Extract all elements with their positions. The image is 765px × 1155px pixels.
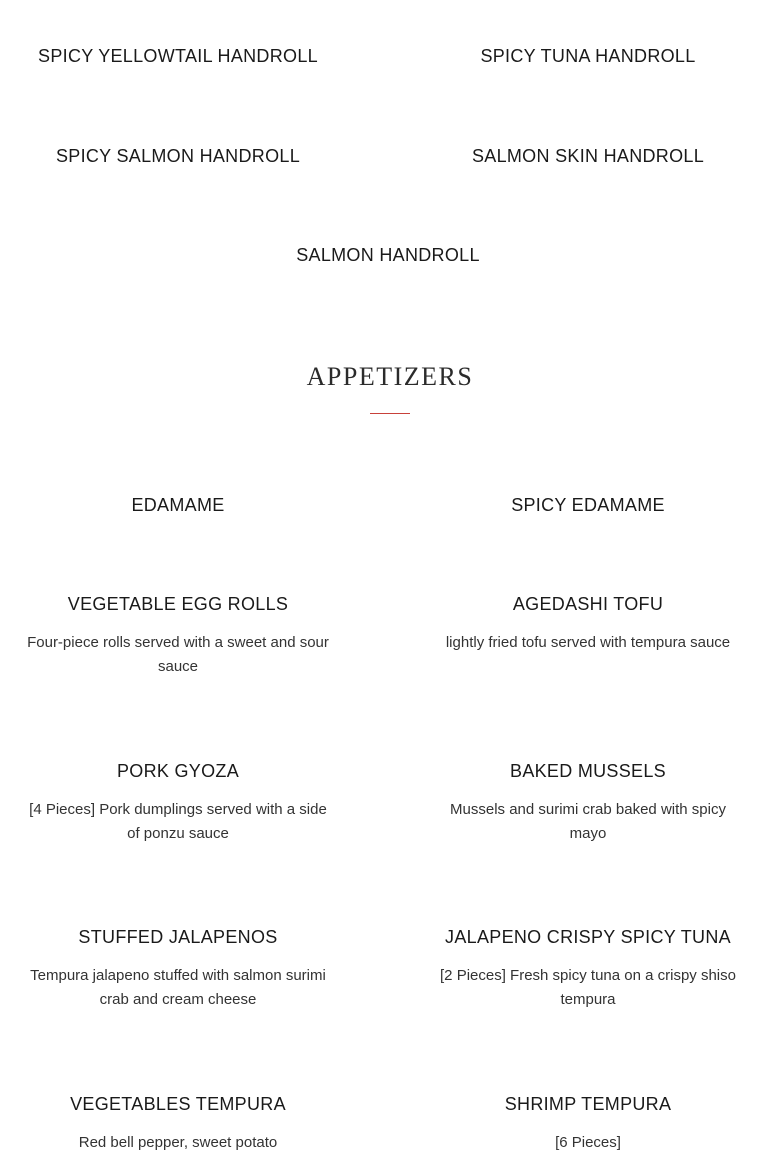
menu-item xyxy=(432,145,744,167)
menu-item-name: STUFFED JALAPENOS xyxy=(78,927,278,947)
menu-item xyxy=(432,760,744,846)
menu-item xyxy=(22,45,334,67)
menu-item-name: BAKED MUSSELS xyxy=(510,761,666,781)
menu-item-name: SPICY TUNA HANDROLL xyxy=(480,46,696,66)
section-divider xyxy=(370,413,410,414)
menu-item-name: SHRIMP TEMPURA xyxy=(504,1094,672,1114)
menu-item-name: SPICY EDAMAME xyxy=(511,495,665,515)
menu-item xyxy=(22,145,334,167)
menu-item-name: VEGETABLES TEMPURA xyxy=(70,1094,286,1114)
menu-item-name: SPICY SALMON HANDROLL xyxy=(55,146,301,166)
menu-item xyxy=(22,494,334,516)
menu-item xyxy=(432,593,744,655)
menu-item xyxy=(232,244,544,266)
menu-item xyxy=(22,760,334,846)
menu-item-name: SALMON HANDROLL xyxy=(296,245,480,265)
menu-item xyxy=(432,926,744,1012)
menu-item-description: [2 Pieces] Fresh spicy tuna on a crispy shiso tempura xyxy=(440,967,736,1008)
menu-item-description: [6 Pieces] xyxy=(555,1134,621,1151)
menu-item-name: SPICY YELLOWTAIL HANDROLL xyxy=(38,46,318,66)
menu-item-name: JALAPENO CRISPY SPICY TUNA xyxy=(445,927,731,947)
menu-item-name: SALMON SKIN HANDROLL xyxy=(471,146,705,166)
menu-item-description: Tempura jalapeno stuffed with salmon surimi crab and cream cheese xyxy=(30,967,326,1008)
menu-item-description: Mussels and surimi crab baked with spicy mayo xyxy=(450,801,726,842)
menu-item-description: lightly fried tofu served with tempura sauce xyxy=(445,634,731,651)
menu-item-name: VEGETABLE EGG ROLLS xyxy=(67,594,289,614)
menu-item-name: EDAMAME xyxy=(131,495,225,515)
section-title: APPETIZERS xyxy=(306,362,474,391)
menu-item-description: Red bell pepper, sweet potato xyxy=(78,1134,278,1151)
menu-item-description: Four-piece rolls served with a sweet and sour sauce xyxy=(27,634,329,675)
menu-item-name: AGEDASHI TOFU xyxy=(512,594,664,614)
menu-item-name: PORK GYOZA xyxy=(116,761,240,781)
menu-item xyxy=(432,45,744,67)
menu-item xyxy=(22,926,334,1012)
menu-item-description: [4 Pieces] Pork dumplings served with a side of ponzu sauce xyxy=(29,801,327,842)
menu-item xyxy=(432,494,744,516)
menu-item xyxy=(22,593,334,679)
